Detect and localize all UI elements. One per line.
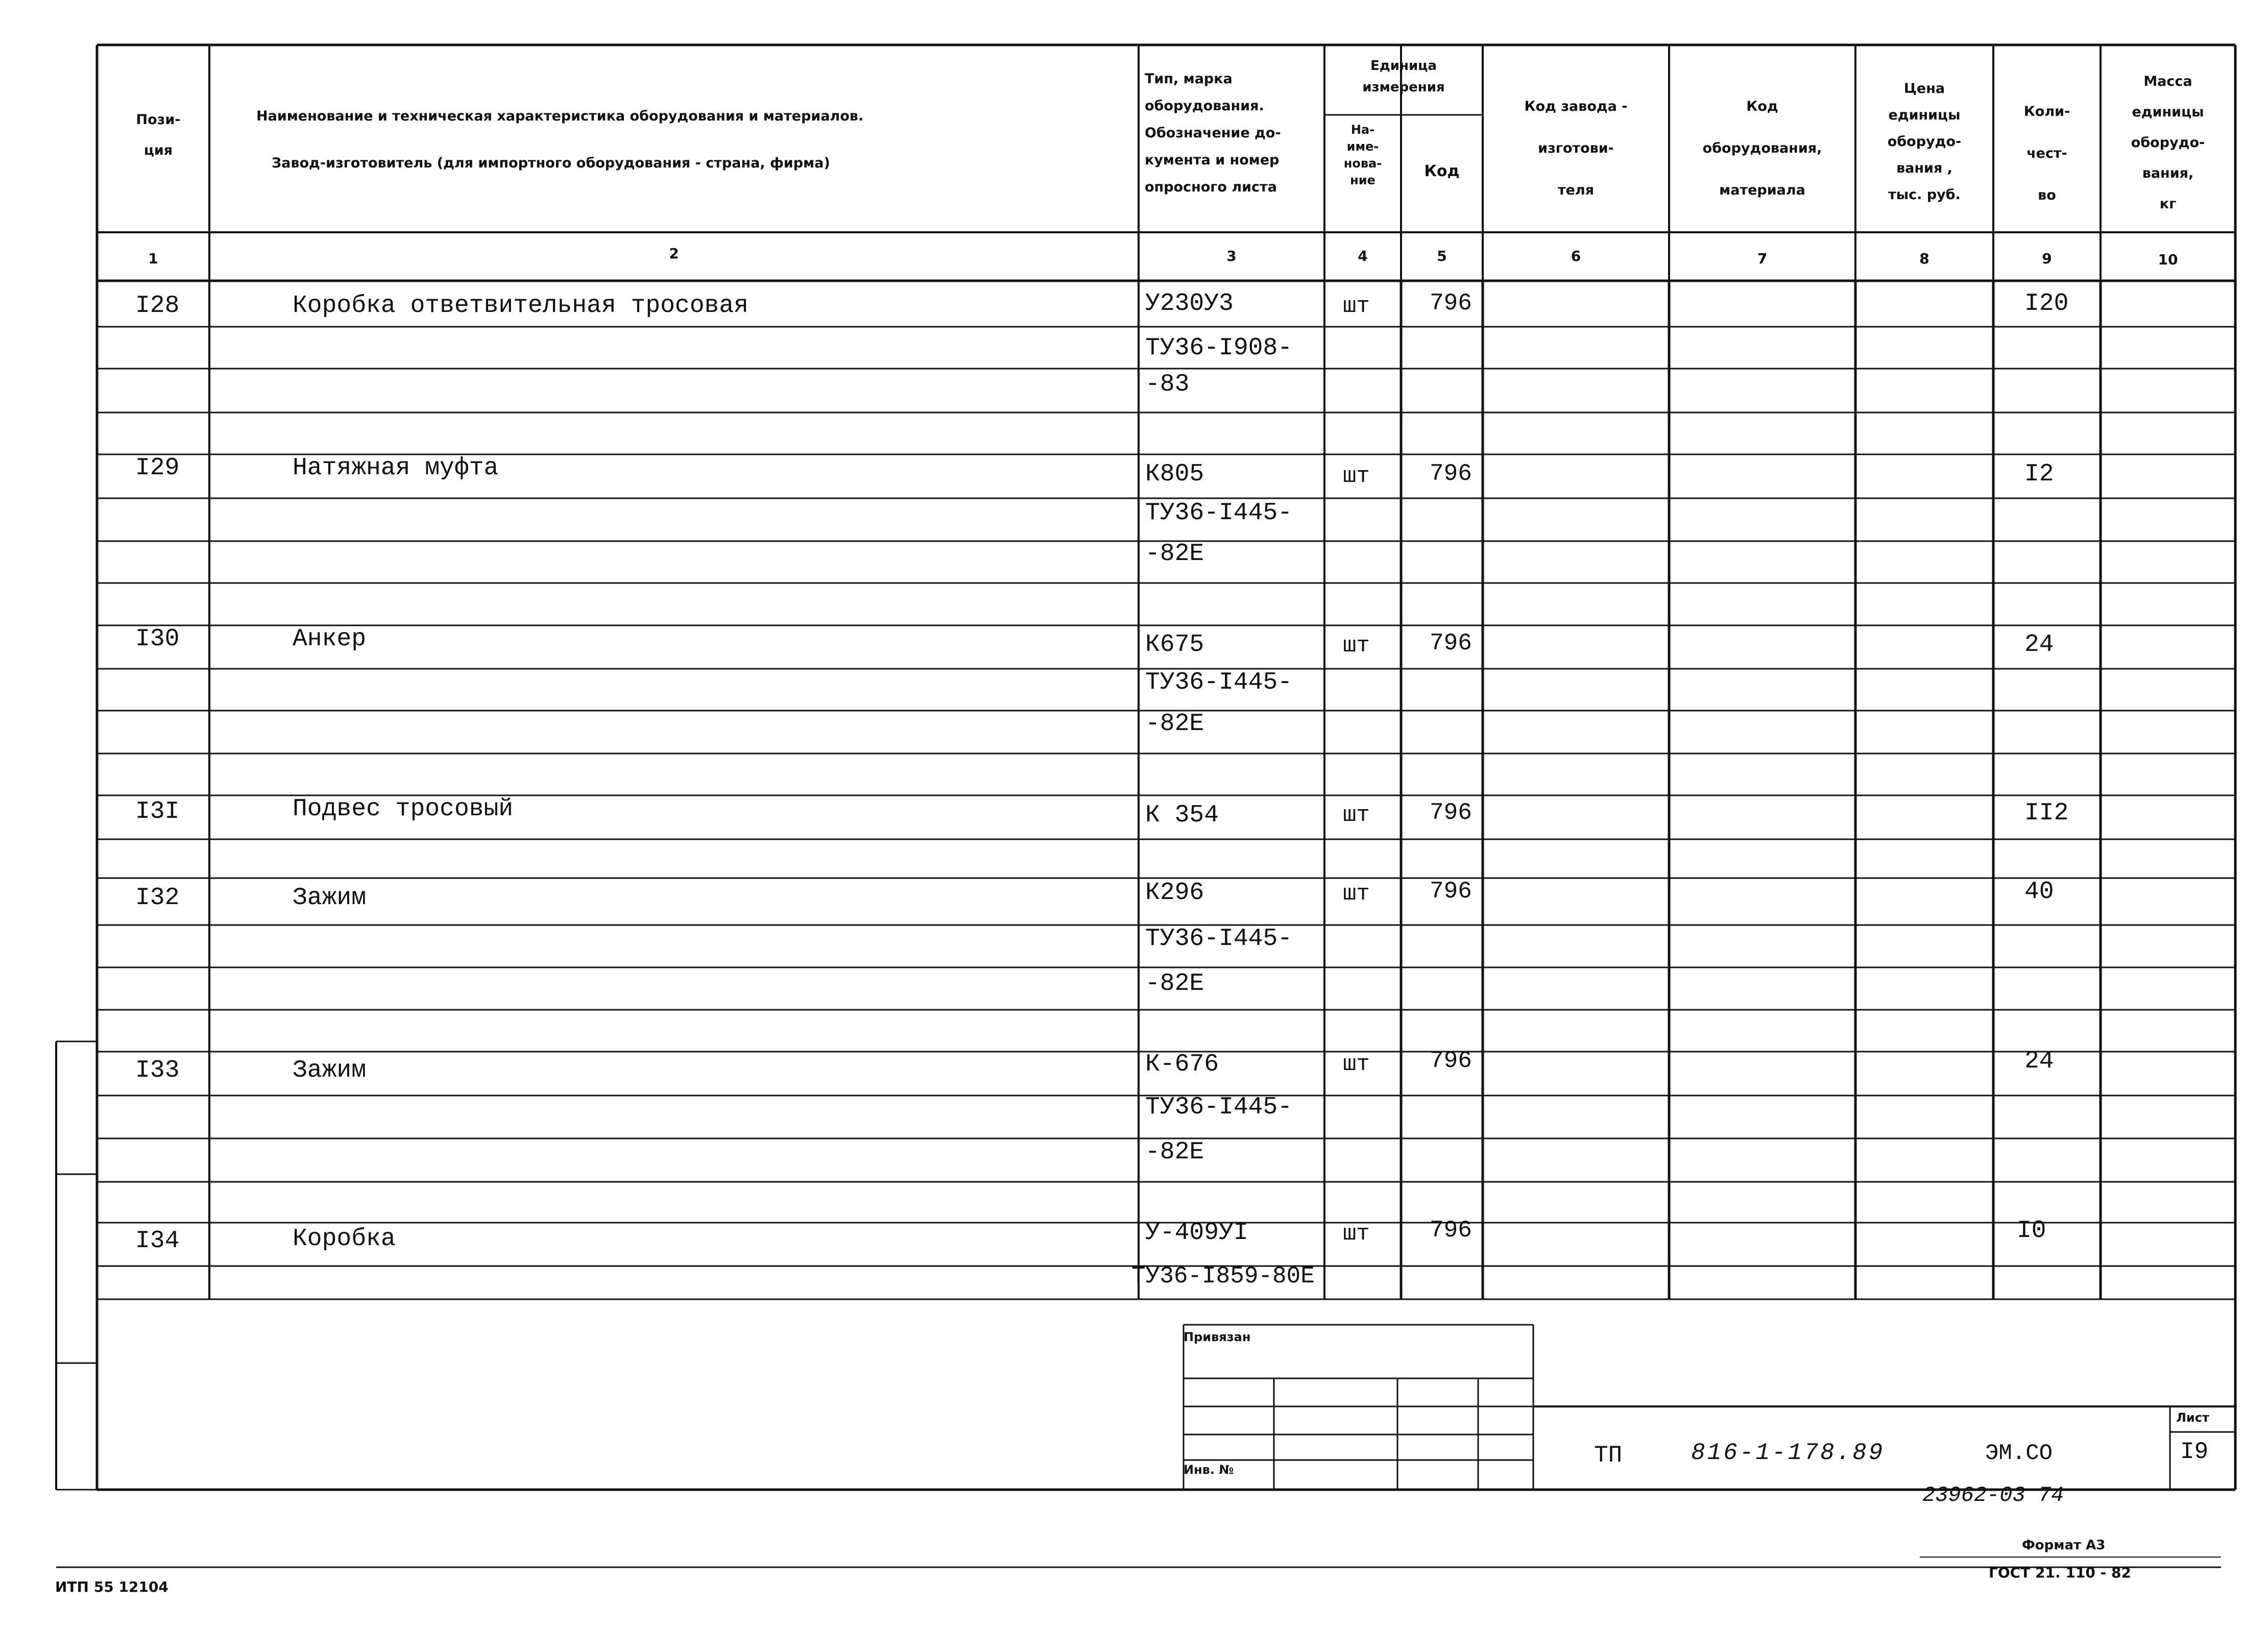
header-text: Обозначение до- <box>1145 125 1281 141</box>
type-cell: У-409УI <box>1145 1219 1248 1247</box>
unit-cell: шт <box>1343 1052 1370 1077</box>
name-cell: Подвес тросовый <box>293 795 514 823</box>
archive-number: 23962-03 74 <box>1922 1483 2064 1508</box>
type-cell: ТУ36-I908- <box>1145 334 1293 362</box>
header-text: оборудо- <box>2131 135 2205 151</box>
header-type <box>1145 65 1281 201</box>
type-cell: К675 <box>1145 631 1204 659</box>
stamp-privyazan-label: Привязан <box>1184 1330 1251 1344</box>
name-cell: Зажим <box>293 884 367 912</box>
column-number: 6 <box>1571 248 1581 264</box>
stamp-sheet-label: Лист <box>2176 1411 2209 1425</box>
unit-cell: шт <box>1343 881 1370 907</box>
header-text: Наименование и техническая характеристика оборудования и материалов. <box>256 108 864 124</box>
unit-code-cell: 796 <box>1430 290 1472 317</box>
column-number: 10 <box>2158 251 2178 268</box>
name-cell: Анкер <box>293 625 367 653</box>
type-cell: К296 <box>1145 879 1204 907</box>
quantity-cell: I0 <box>2017 1217 2046 1245</box>
quantity-cell: 24 <box>2024 631 2054 659</box>
unit-cell: шт <box>1343 1221 1370 1247</box>
header-plant-code <box>1483 86 1669 211</box>
type-cell: -82Е <box>1145 540 1204 568</box>
itp-label: ИТП 55 12104 <box>55 1578 168 1595</box>
header-text: оборудо- <box>1887 134 1962 150</box>
unit-cell: шт <box>1343 464 1370 489</box>
header-text: кг <box>2159 196 2177 212</box>
position-cell: I29 <box>135 454 180 482</box>
header-text: измерения <box>1362 80 1445 95</box>
header-text: име- <box>1346 139 1379 154</box>
name-cell: Коробка ответвительная тросовая <box>293 292 749 320</box>
header-name <box>256 93 863 187</box>
unit-code-cell: 796 <box>1430 878 1472 905</box>
header-text: тыс. руб. <box>1888 187 1961 203</box>
name-cell: Коробка <box>293 1225 396 1253</box>
column-number: 7 <box>1757 250 1768 267</box>
unit-cell: шт <box>1343 294 1370 319</box>
header-text: Тип, марка <box>1145 71 1233 87</box>
header-text: На- <box>1350 123 1375 137</box>
type-cell: ТУ36-I445- <box>1145 669 1293 696</box>
header-text: Единица <box>1370 58 1437 74</box>
name-cell: Натяжная муфта <box>293 454 499 482</box>
unit-code-cell: 796 <box>1430 1217 1472 1244</box>
type-cell: ТУ36-I445- <box>1145 1094 1293 1121</box>
header-text: Пози- <box>136 112 181 128</box>
type-cell: -82Е <box>1145 710 1204 738</box>
column-number: 2 <box>669 245 679 262</box>
quantity-cell: 24 <box>2024 1048 2054 1075</box>
type-cell: К-676 <box>1145 1051 1219 1078</box>
type-cell: -82Е <box>1145 1138 1204 1166</box>
column-number: 4 <box>1358 248 1368 264</box>
type-cell: -82Е <box>1145 970 1204 998</box>
type-cell: ТУ36-I445- <box>1145 499 1293 527</box>
type-cell: У230У3 <box>1145 290 1234 318</box>
header-text: единицы <box>1888 107 1961 123</box>
type-cell: К805 <box>1145 460 1204 488</box>
header-text: оборудования, <box>1702 140 1822 156</box>
header-text: вания , <box>1896 160 1952 176</box>
header-text: Цена <box>1903 81 1945 96</box>
header-mass <box>2101 66 2235 220</box>
unit-code-cell: 796 <box>1430 630 1472 657</box>
column-number: 5 <box>1437 248 1447 264</box>
header-text: во <box>2038 187 2056 203</box>
type-cell: -83 <box>1145 371 1190 398</box>
column-number: 9 <box>2042 250 2052 267</box>
position-cell: I32 <box>135 884 180 912</box>
header-text: опросного листа <box>1145 179 1277 195</box>
unit-code-cell: 796 <box>1430 1048 1472 1074</box>
column-number: 8 <box>1919 250 1929 267</box>
header-text: чест- <box>2026 145 2067 161</box>
header-equipment-code <box>1669 86 1855 211</box>
header-unit-code: Код <box>1424 162 1460 180</box>
header-text: оборудования. <box>1145 98 1264 114</box>
position-cell: I3I <box>135 798 180 825</box>
unit-cell: шт <box>1343 633 1370 659</box>
format-label: Формат А3 <box>2022 1538 2106 1553</box>
position-cell: I30 <box>135 625 180 653</box>
stamp-document-code: ЭМ.СО <box>1985 1441 2053 1466</box>
header-text: Завод-изготовитель (для импортного оборудования - страна, фирма) <box>272 155 830 171</box>
unit-code-cell: 796 <box>1430 460 1472 487</box>
header-text: кумента и номер <box>1145 152 1280 168</box>
unit-code-cell: 796 <box>1430 799 1472 826</box>
header-unit-name <box>1324 122 1401 189</box>
name-cell: Зажим <box>293 1057 367 1084</box>
header-text: Код завода - <box>1524 99 1628 114</box>
column-number: 1 <box>148 250 158 267</box>
header-text: Код <box>1746 99 1778 114</box>
header-text: вания, <box>2142 165 2194 181</box>
stamp-designation: 816-1-178.89 <box>1691 1440 1885 1466</box>
header-text: материала <box>1719 182 1805 198</box>
header-text: единицы <box>2132 104 2204 120</box>
stamp-inventory-number-label: Инв. № <box>1184 1463 1234 1477</box>
gost-label: ГОСТ 21. 110 - 82 <box>1989 1564 2131 1581</box>
quantity-cell: II2 <box>2024 799 2069 827</box>
quantity-cell: I20 <box>2024 290 2069 318</box>
header-text: нова- <box>1343 156 1382 171</box>
header-text: теля <box>1557 182 1595 198</box>
header-text: изготови- <box>1538 140 1614 156</box>
header-unit-group <box>1324 55 1483 98</box>
header-text: Масса <box>2143 74 2192 89</box>
header-position <box>102 105 214 166</box>
type-cell: К 354 <box>1145 801 1219 829</box>
header-text: Коли- <box>2023 104 2070 119</box>
type-cell: ТУ36-I859-80Е <box>1131 1263 1315 1290</box>
header-price <box>1855 76 1993 208</box>
quantity-cell: 40 <box>2024 878 2054 906</box>
position-cell: I28 <box>135 292 180 320</box>
quantity-cell: I2 <box>2024 460 2054 488</box>
column-number: 3 <box>1226 248 1237 264</box>
position-cell: I33 <box>135 1057 180 1084</box>
header-text: ция <box>143 142 173 158</box>
type-cell: ТУ36-I445- <box>1145 925 1293 953</box>
stamp-tp-label: ТП <box>1594 1442 1623 1469</box>
stamp-sheet-number: I9 <box>2180 1439 2209 1465</box>
unit-cell: шт <box>1343 803 1370 828</box>
header-quantity <box>1993 91 2101 216</box>
position-cell: I34 <box>135 1227 180 1255</box>
header-text: ние <box>1350 173 1376 187</box>
